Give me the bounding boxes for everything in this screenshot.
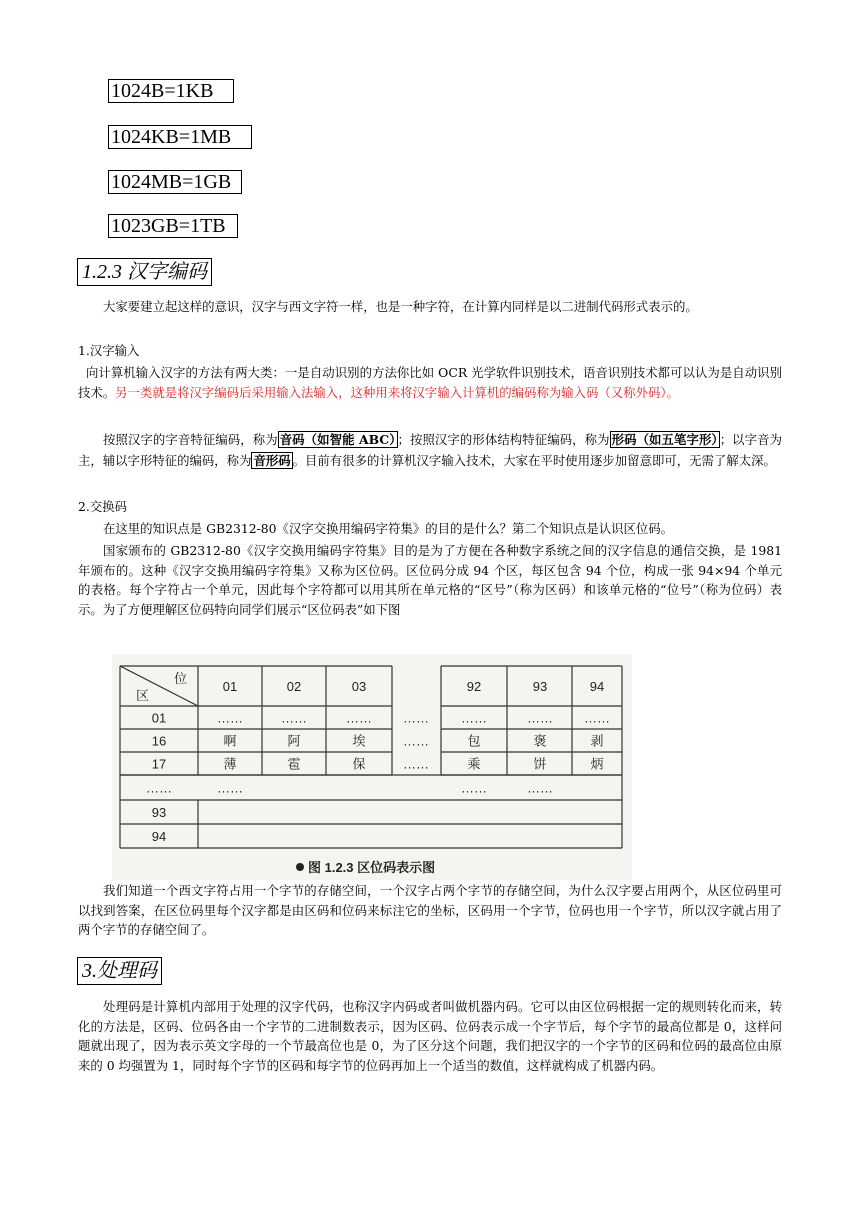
table-cell: ……: [346, 710, 372, 726]
subheading-exchange: 2.交换码: [78, 499, 127, 514]
column-header: 02: [286, 679, 302, 694]
quwei-code-table-figure: [112, 654, 632, 880]
row-label: 16: [151, 733, 167, 749]
table-cell: ……: [584, 710, 610, 726]
gap-ellipsis: ……: [403, 733, 429, 749]
table-cell: 阿: [287, 733, 301, 749]
column-header: 92: [466, 679, 482, 694]
section-heading-hanzi-encoding: 1.2.3 汉字编码: [77, 258, 212, 286]
quwei-code-table: [112, 654, 632, 880]
section-heading-processing-code: 3.处理码: [77, 957, 162, 985]
table-cell: 雹: [287, 756, 301, 772]
table-cell: ……: [461, 710, 487, 726]
column-header: 94: [589, 679, 605, 694]
phonetic-code-box: 音码（如智能 ABC）: [279, 432, 396, 447]
row-label: 94: [151, 829, 167, 844]
table-cell: ……: [281, 710, 307, 726]
shape-code-box: 形码（如五笔字形）: [611, 432, 718, 447]
input-paragraph-2: [78, 429, 782, 471]
row-label: ……: [146, 780, 172, 796]
table-cell: ……: [527, 710, 553, 726]
table-cell: 薄: [223, 756, 237, 772]
gap-ellipsis: ……: [403, 756, 429, 772]
table-cell: 啊: [223, 733, 237, 749]
subheading-input: 1.汉字输入: [78, 343, 140, 358]
unit-tb-box: 1023GB=1TB: [108, 214, 238, 238]
unit-kb-box: 1024B=1KB: [108, 79, 234, 103]
input-p2-text-a: 按照汉字的字音特征编码，称为: [103, 432, 278, 447]
after-figure-paragraph: 我们知道一个西文字符占用一个字节的存储空间，一个汉字占两个字节的存储空间，为什么汉字要占用两个，从区位码里可以找到答案，在区位码里每个汉字都是由区码和位码来标注它的坐标，区码用一个字节，位码也用一个字节，所以汉字就占用了两个字节的存储空间了。: [78, 883, 782, 938]
row-label: 17: [151, 756, 167, 772]
table-cell: ……: [217, 780, 243, 796]
table-cell: 剥: [590, 733, 604, 749]
table-cell: 保: [352, 756, 366, 772]
table-cell: 乘: [467, 756, 481, 772]
corner-label-wei: 位: [174, 671, 188, 686]
row-label: 01: [151, 710, 167, 726]
table-cell: 褒: [533, 733, 547, 749]
processing-paragraph: 处理码是计算机内部用于处理的汉字代码，也称汉字内码或者叫做机器内码。它可以由区位码根据一定的规则转化而来，转化的方法是，区码、位码各由一个字节的二进制数表示，因为区码、位码表示成一个字节后，每个字节的最高位都是 0，这样问题就出现了，因为表示英文字母的一个节最高位也是 0，为了区分这个问题，我们把汉字的一个字节的区码和位码的最高位由原来的 0 均强置为 1，同时每个字节的区码和每字节的位码再加上一个适当的数值，这样就构成了机器内码。: [78, 999, 782, 1073]
intro-paragraph: 大家要建立起这样的意识，汉字与西文字符一样，也是一种字符，在计算内同样是以二进制代码形式表示的。: [103, 299, 698, 314]
input-paragraph-1: [78, 363, 782, 402]
column-header: 03: [351, 679, 367, 694]
figure-caption: 图 1.2.3 区位码表示图: [308, 860, 436, 875]
table-cell: 饼: [533, 756, 547, 772]
unit-mb-box: 1024KB=1MB: [108, 125, 252, 149]
exchange-paragraph-2: 国家颁布的 GB2312-80《汉字交换用编码字符集》目的是为了方便在各种数字系统之间的汉字信息的通信交换，是 1981 年颁布的。这种《汉字交换用编码字符集》又称为区位码。区位码分成 94 个区，每区包含 94 个位，构成一张 94×94 个单元的表格。每个字符占一个单元，因此每个字符都可以用其所在单元格的“区号”（称为区码）和该单元格的“位号”（称为位码）表示。为了方便理解区位码特向同学们展示“区位码表”如下图: [78, 543, 782, 617]
input-p2-text-b: ；按照汉字的形体结构特征编码，称为: [397, 432, 610, 447]
table-cell: ……: [217, 710, 243, 726]
table-cell: 埃: [352, 733, 366, 749]
exchange-paragraph-1: 在这里的知识点是 GB2312-80《汉字交换用编码字符集》的目的是什么？第二个知识点是认识区位码。: [103, 521, 674, 536]
input-p1-text: 向计算机输入汉字的方法有两大类：一是自动识别的方法你比如 OCR 光学软件识别技术，语音识别技术都可以认为是自动识别技术。: [78, 365, 782, 400]
caption-bullet-icon: [296, 863, 304, 871]
column-header: 01: [222, 679, 238, 694]
column-header: 93: [532, 679, 548, 694]
corner-label-qu: 区: [136, 688, 150, 703]
table-cell: 包: [467, 733, 481, 749]
unit-gb-box: 1024MB=1GB: [108, 170, 242, 194]
phonetic-shape-code-box: 音形码: [253, 453, 291, 468]
row-label: 93: [151, 805, 167, 820]
table-cell: ……: [461, 780, 487, 796]
input-p1-red-text: 另一类就是将汉字编码后采用输入法输入，这种用来将汉字输入计算机的编码称为输入码（又称外码）。: [115, 384, 679, 400]
input-p2-text-d: 。目前有很多的计算机汉字输入技术，大家在平时使用逐步加留意即可，无需了解太深。: [292, 453, 776, 468]
table-cell: 炳: [590, 756, 604, 772]
table-cell: ……: [527, 780, 553, 796]
input-p2-text-c: ；以字音为主，辅以字形特征的编码，称为: [78, 432, 783, 468]
gap-ellipsis: ……: [403, 710, 429, 726]
